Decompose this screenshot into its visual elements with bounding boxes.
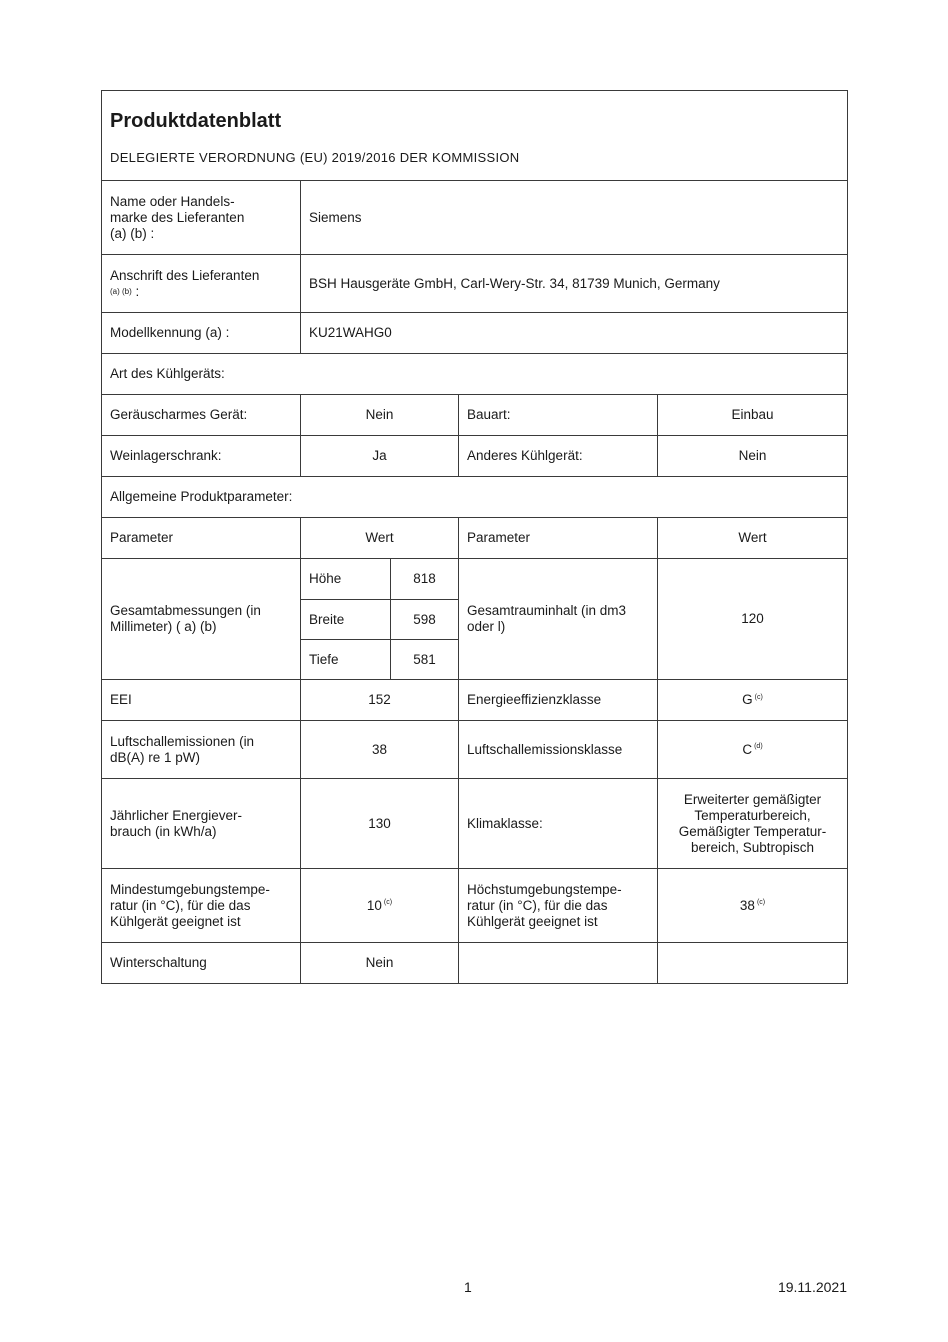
min-ambient-temp-label <box>102 869 301 943</box>
model-label: Modellkennung (a) : <box>102 313 301 354</box>
footnote-ref: (d) <box>754 743 763 750</box>
label-line: marke des Lieferanten <box>110 209 245 225</box>
other-appliance-value: Nein <box>658 436 848 477</box>
footnote-ref: (c) <box>756 899 766 906</box>
value-line: Gemäßigter Temperatur- <box>678 823 827 839</box>
noise-class-label: Luftschallemissionsklasse <box>459 721 658 779</box>
product-data-sheet <box>101 90 848 984</box>
table-row <box>102 721 848 779</box>
label-line: Luftschallemissionen (in <box>110 733 255 749</box>
energy-class-letter: G <box>742 692 753 707</box>
annual-energy-value: 130 <box>301 779 459 869</box>
label-line: Millimeter) ( a) (b) <box>110 619 217 634</box>
column-header-parameter: Parameter <box>459 518 658 559</box>
volume-value: 120 <box>658 559 848 680</box>
params-header-row <box>102 518 848 559</box>
construction-label: Bauart: <box>459 395 658 436</box>
label-line: Höchstumgebungstempe- <box>467 881 622 897</box>
header-cell <box>102 91 848 181</box>
label-line: Jährlicher Energiever- <box>110 807 243 823</box>
empty-cell <box>459 943 658 984</box>
table-row <box>102 680 848 721</box>
temp-number: 10 <box>366 897 382 913</box>
type-section-heading: Art des Kühlgeräts: <box>102 354 848 395</box>
width-value: 598 <box>391 600 459 640</box>
depth-label: Tiefe <box>301 640 391 680</box>
volume-label <box>459 559 658 680</box>
supplier-address-row <box>102 255 848 313</box>
label-line: ratur (in °C), für die das <box>110 897 251 913</box>
params-section-heading: Allgemeine Produktparameter: <box>102 477 848 518</box>
footnote-ref: (c) <box>383 899 393 906</box>
supplier-name-label <box>102 181 301 255</box>
supplier-name-value: Siemens <box>301 181 848 255</box>
eei-label: EEI <box>102 680 301 721</box>
height-label: Höhe <box>301 559 391 600</box>
footnote-ref: (c) <box>754 693 763 701</box>
climate-class-value <box>658 779 848 869</box>
max-ambient-temp-value <box>658 869 848 943</box>
table-row <box>102 395 848 436</box>
label-line: ratur (in °C), für die das <box>467 897 608 913</box>
low-noise-value: Nein <box>301 395 459 436</box>
label-line: oder l) <box>467 619 506 634</box>
noise-class-letter: C <box>742 741 753 757</box>
value-line: Temperaturbereich, <box>694 807 811 823</box>
supplier-address-label <box>102 255 301 313</box>
label-line: Gesamtabmessungen (in <box>110 603 261 618</box>
column-header-value: Wert <box>658 518 848 559</box>
other-appliance-label: Anderes Kühlgerät: <box>459 436 658 477</box>
table-row <box>102 943 848 984</box>
page-number: 1 <box>464 1279 472 1295</box>
page-title: Produktdatenblatt <box>110 109 282 132</box>
label-line: Name oder Handels- <box>110 193 235 209</box>
annual-energy-label <box>102 779 301 869</box>
low-noise-label: Geräuscharmes Gerät: <box>102 395 301 436</box>
energy-class-label: Energieeffizienzklasse <box>459 680 658 721</box>
label-suffix: : <box>135 283 140 299</box>
label-line: dB(A) re 1 pW) <box>110 749 201 765</box>
noise-value: 38 <box>301 721 459 779</box>
table-row <box>102 436 848 477</box>
winter-setting-value: Nein <box>301 943 459 984</box>
table-row <box>102 559 848 600</box>
noise-label <box>102 721 301 779</box>
dimensions-label <box>102 559 301 680</box>
eei-value: 152 <box>301 680 459 721</box>
height-value: 818 <box>391 559 459 600</box>
label-line: Mindestumgebungstempe- <box>110 881 270 897</box>
label-line: Gesamtrauminhalt (in dm3 <box>467 603 627 618</box>
column-header-value: Wert <box>301 518 459 559</box>
value-line: bereich, Subtropisch <box>690 839 815 855</box>
document-date: 19.11.2021 <box>777 1279 847 1295</box>
label-line: Kühlgerät geeignet ist <box>467 913 598 929</box>
width-label: Breite <box>301 600 391 640</box>
temp-number: 38 <box>739 897 755 913</box>
supplier-name-row <box>102 181 848 255</box>
noise-class-value <box>658 721 848 779</box>
wine-cabinet-value: Ja <box>301 436 459 477</box>
table-row <box>102 779 848 869</box>
table-row <box>102 869 848 943</box>
construction-value: Einbau <box>658 395 848 436</box>
footnote-ref: (a) (b) <box>110 286 132 296</box>
winter-setting-label: Winterschaltung <box>102 943 301 984</box>
model-value: KU21WAHG0 <box>301 313 848 354</box>
value-line: Erweiterter gemäßigter <box>683 791 822 807</box>
climate-class-label: Klimaklasse: <box>459 779 658 869</box>
label-line: brauch (in kWh/a) <box>110 823 217 839</box>
label-line: Anschrift des Lieferanten <box>110 267 260 283</box>
energy-class-value <box>658 680 848 721</box>
column-header-parameter: Parameter <box>102 518 301 559</box>
max-ambient-temp-label <box>459 869 658 943</box>
label-line: Kühlgerät geeignet ist <box>110 913 241 929</box>
label-line: (a) (b) : <box>110 225 155 241</box>
depth-value: 581 <box>391 640 459 680</box>
empty-cell <box>658 943 848 984</box>
wine-cabinet-label: Weinlagerschrank: <box>102 436 301 477</box>
regulation-subtitle: DELEGIERTE VERORDNUNG (EU) 2019/2016 DER KOMMISSION <box>110 149 520 165</box>
min-ambient-temp-value <box>301 869 459 943</box>
model-row <box>102 313 848 354</box>
supplier-address-value: BSH Hausgeräte GmbH, Carl-Wery-Str. 34, 81739 Munich, Germany <box>301 255 848 313</box>
